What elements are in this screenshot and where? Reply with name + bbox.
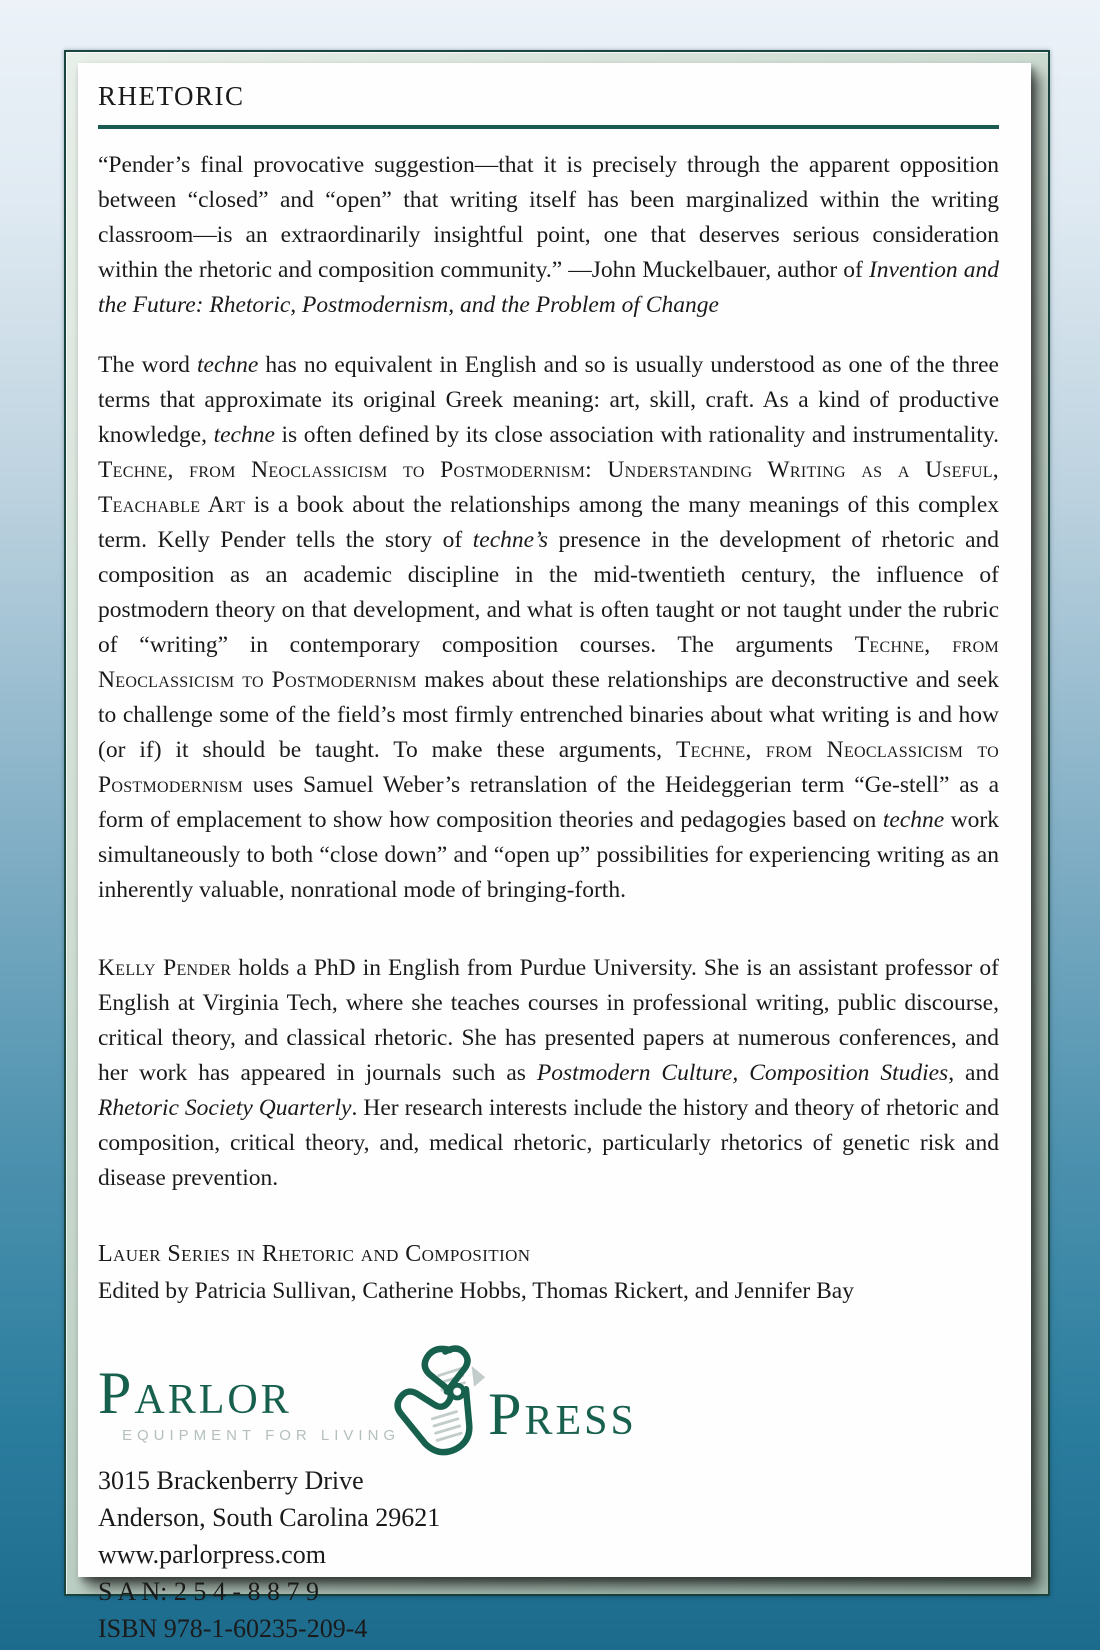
series-editors: Edited by Patricia Sullivan, Catherine Hobbs, Thomas Rickert, and Jennifer Bay [98,1278,854,1304]
back-cover-page [78,63,1031,1643]
website-url: www.parlorpress.com [98,1540,326,1569]
parlor-wordmark-block [98,1360,401,1444]
address-city: Anderson, South Carolina 29621 [98,1503,441,1532]
category-label: RHETORIC [98,81,245,111]
san-number: S A N: 2 5 4 - 8 8 7 9 [98,1577,320,1606]
series-title: Lauer Series in Rhetoric and Composition [98,1241,531,1267]
address-street: 3015 Brackenberry Drive [98,1466,364,1495]
cover-frame [64,50,1050,1643]
publisher-logo [98,1336,999,1447]
book-description: The word techne has no equivalent in English and so is usually understood as one of the three terms that approximate its original Greek meaning: art, skill, craft. As a kind of productive knowledge, techne is often defined by its close association with rationality and instrumentality. Techne, from Neoclassicism to Postmodernism: Understanding Writing as a Useful, Teachable Art is a book about the relationships among the many meanings of this complex term. Kelly Pender tells the story of techne’s presence in the development of rhetoric and composition as an academic discipline in the mid-twentieth century, the influence of postmodern theory on that development, and what is often taught or not taught under the rubric of “writing” in contemporary composition courses. The arguments Techne, from Neoclassicism to Postmodernism makes about these relationships are deconstructive and seek to challenge some of the field’s most firmly entrenched binaries about what writing is and how (or if) it should be taught. To make these arguments, Techne, from Neoclassicism to Postmodernism uses Samuel Weber’s retranslation of the Heideggerian term “Ge-stell” as a form of emplacement to show how composition theories and pedagogies based on techne work simultaneously to both “close down” and “open up” possibilities for experiencing writing as an inherently valuable, nonrational mode of bringing-forth. [98,352,1000,903]
author-bio: Kelly Pender holds a PhD in English from Purdue University. She is an assistant professor of English at Virginia Tech, where she teaches courses in professional writing, public discourse, critical theory, and classical rhetoric. She has presented papers at numerous conferences, and her work has appeared in journals such as Postmodern Culture, Composition Studies, and Rhetoric Society Quarterly. Her research interests include the history and theory of rhetoric and composition, critical theory, and, medical rhetoric, particularly rhetorics of genetic risk and disease prevention. [98,955,1000,1191]
parlor-wordmark: Parlor [98,1360,292,1426]
press-wordmark: Press [488,1381,637,1447]
review-quote: “Pender’s final provocative suggestion—that it is precisely through the apparent opposition between “closed” and “open” that writing itself has been marginalized within the writing classroom—is an extraordinarily insightful point, one that deserves serious consideration within the rhetoric and composition community.” —John Muckelbauer, author of Invention and the Future: Rhetoric, Postmodernism, and the Problem of Change [98,152,1000,318]
publisher-tagline: EQUIPMENT FOR LIVING [122,1427,401,1444]
series-block [98,1236,999,1310]
title-rule [98,125,999,129]
publisher-address [98,1462,999,1647]
scroll-logo-icon [394,1340,490,1464]
isbn-number: ISBN 978-1-60235-209-4 [98,1614,368,1643]
